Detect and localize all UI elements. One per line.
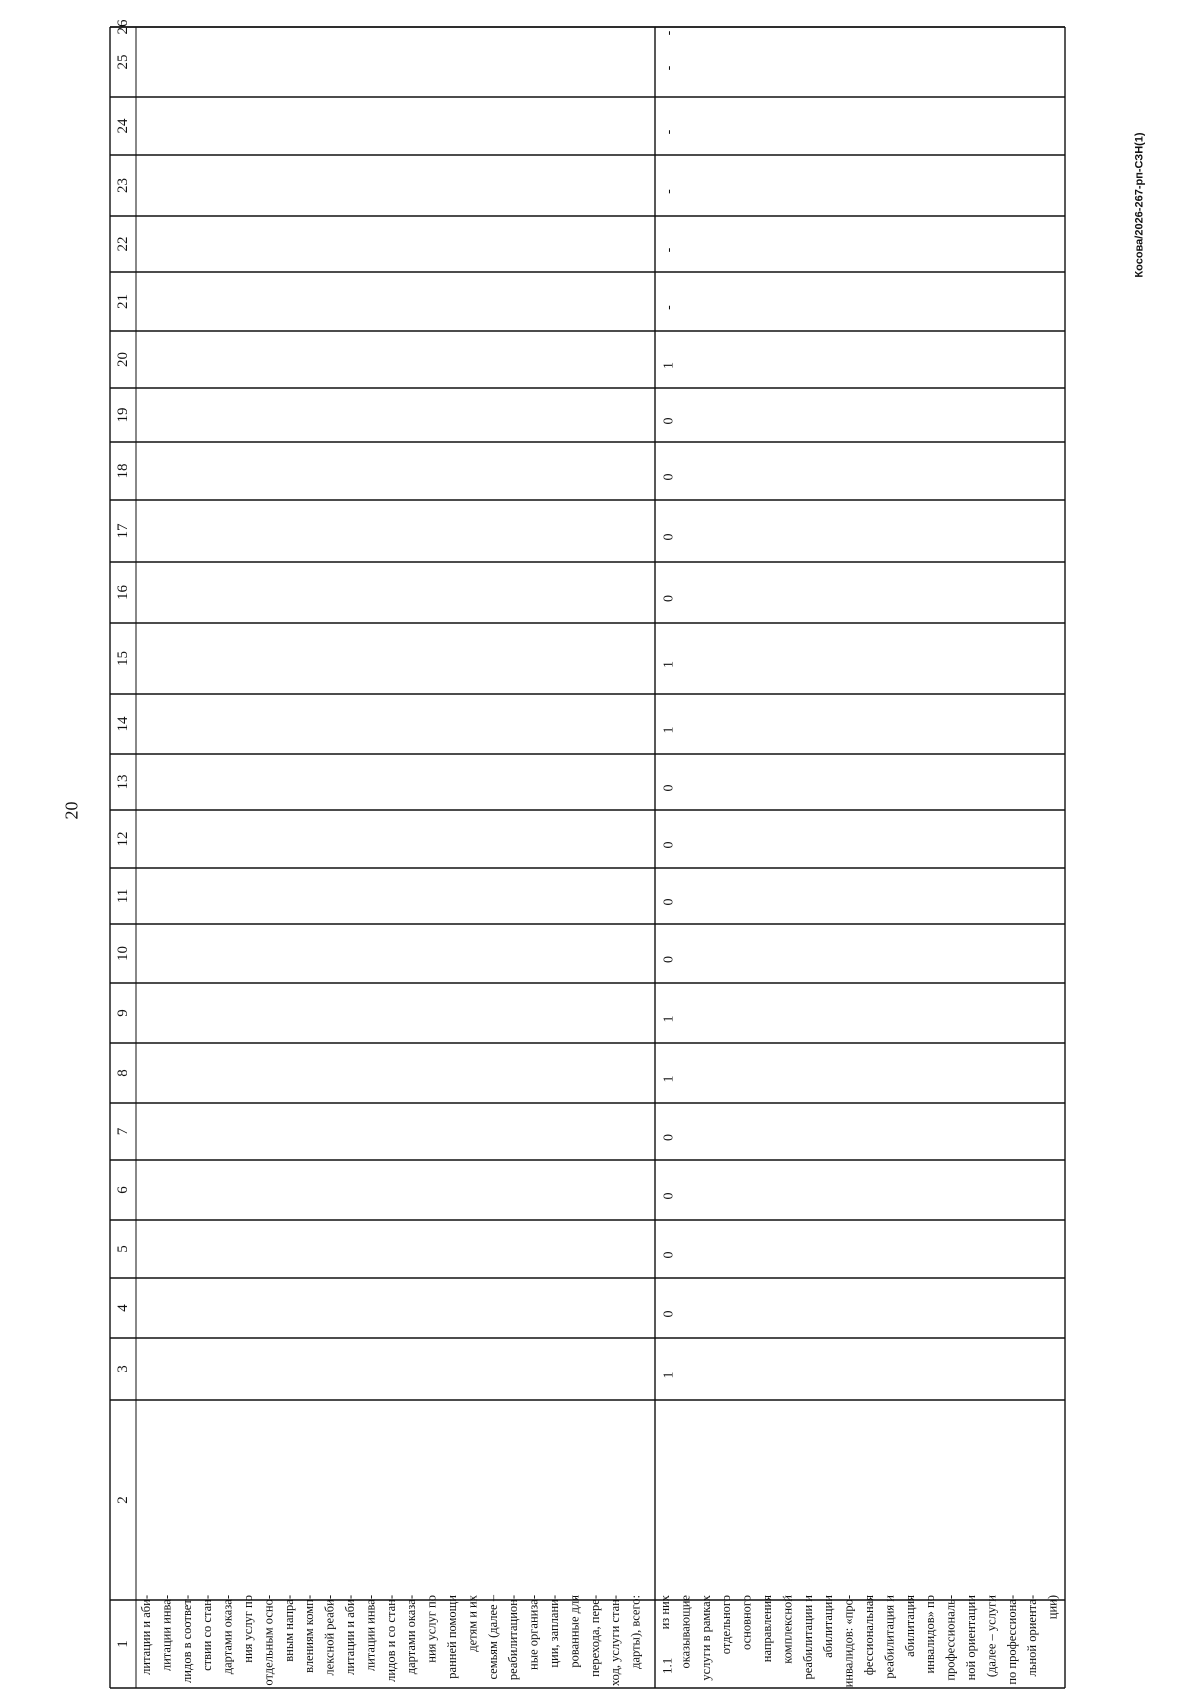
cell-value-col-10: 0: [661, 956, 677, 963]
row-description-line: ции, заплани-: [547, 1595, 561, 1668]
row-description-line: ные организа-: [526, 1595, 541, 1670]
cell-value-col-15: 1: [661, 661, 677, 668]
row-description-line: основного: [739, 1595, 754, 1650]
cell-value-col-4: 0: [661, 1310, 677, 1318]
cell-value-col-20: 1: [661, 362, 677, 369]
cell-value-col-11: 0: [661, 898, 677, 906]
column-header-6: 6: [115, 1186, 131, 1194]
cell-value-col-19: 0: [661, 417, 677, 425]
document-code-text: Косова/2026-267-рп-СЗН(1): [1134, 132, 1147, 278]
column-header-1: 1: [115, 1640, 131, 1648]
cell-value-col-21: -: [661, 305, 677, 310]
cell-value-col-18: 0: [661, 473, 677, 481]
row-description-line: литации инва-: [363, 1595, 378, 1672]
row-description-line: отдельным осно-: [261, 1595, 276, 1686]
column-header-11: 11: [115, 888, 131, 904]
cell-value-col-5: 0: [661, 1251, 677, 1259]
document-code: [1125, 90, 1155, 320]
row-description-line: ции): [1045, 1595, 1060, 1620]
row-description-line: ход, услуги стан-: [608, 1595, 623, 1687]
row-description-line: лидов в соответ-: [179, 1595, 194, 1683]
row-description-line: вным напра-: [281, 1595, 296, 1662]
column-header-15: 15: [115, 651, 131, 666]
row-description-line: дартами оказа-: [404, 1595, 419, 1675]
cell-value-col-7: 0: [661, 1134, 677, 1141]
column-header-23: 23: [115, 178, 131, 193]
row-description-line: лидов и со стан-: [383, 1595, 398, 1682]
column-header-8: 8: [115, 1069, 131, 1077]
cell-value-col-12: 0: [661, 841, 677, 849]
row-description-line: по профессиона-: [1004, 1595, 1019, 1685]
row-description-line: ствии со стан-: [200, 1595, 215, 1671]
cell-value-col-24: -: [661, 129, 677, 135]
row-description-line: литации и аби-: [343, 1595, 357, 1675]
row-description-line: ния услуг по: [424, 1595, 439, 1663]
row-description-line: перехода, пере-: [587, 1595, 602, 1677]
row-description-line: реабилитации и: [800, 1595, 815, 1680]
row-description-line: реабилитацион-: [506, 1595, 521, 1681]
row-description-line: льной ориента-: [1025, 1595, 1040, 1677]
cell-value-col-22: -: [661, 247, 677, 253]
row-description-line: направления: [760, 1595, 774, 1663]
column-header-19: 19: [115, 407, 131, 423]
row-description-line: реабилитация и: [882, 1595, 897, 1679]
column-header-10: 10: [115, 946, 131, 961]
cell-value-col-26: -: [661, 30, 677, 36]
row-description-line: рованные для: [567, 1595, 582, 1668]
row-description-line: комплексной: [780, 1595, 795, 1664]
cell-value-col-16: 0: [661, 595, 677, 602]
cell-value-col-25: -: [661, 65, 677, 71]
cell-value-col-8: 1: [661, 1075, 677, 1083]
row-description-line: дарты), всего:: [628, 1595, 643, 1669]
row-description-line: влениям комп-: [302, 1595, 317, 1673]
column-header-9: 9: [115, 1009, 131, 1017]
row-description-line: профессиональ-: [943, 1595, 958, 1681]
cell-value-col-23: -: [661, 189, 677, 194]
row-description-line: инвалидов: «про-: [841, 1595, 856, 1688]
column-header-2: 2: [115, 1496, 131, 1504]
row-description-line: из них: [658, 1595, 672, 1630]
row-description-line: оказывающие: [678, 1595, 693, 1669]
cell-value-col-13: 0: [661, 784, 677, 792]
column-header-12: 12: [115, 831, 131, 847]
column-header-4: 4: [115, 1304, 131, 1312]
column-header-18: 18: [115, 463, 131, 479]
column-header-14: 14: [115, 716, 131, 732]
row-description-line: инвалидов» по: [923, 1595, 938, 1674]
row-description-line: детям и их: [465, 1595, 480, 1652]
column-header-3: 3: [115, 1365, 131, 1373]
column-header-7: 7: [115, 1127, 131, 1136]
row-description-line: ранней помощи: [445, 1595, 459, 1679]
row-description-line: семьям (далее –: [485, 1595, 500, 1680]
column-header-17: 17: [115, 523, 131, 539]
row-description-line: литации инва-: [159, 1595, 174, 1672]
column-header-25: 25: [115, 54, 131, 70]
row-description-line: дартами оказа-: [220, 1595, 235, 1675]
row-description-line: отдельного: [719, 1595, 734, 1655]
column-header-16: 16: [115, 585, 131, 600]
column-header-13: 13: [115, 774, 131, 790]
row-description-line: ния услуг по: [241, 1595, 255, 1663]
column-header-22: 22: [115, 236, 131, 252]
column-header-5: 5: [115, 1245, 131, 1253]
cell-value-col-17: 0: [661, 533, 677, 541]
column-header-24: 24: [115, 118, 131, 134]
row-description-line: ной ориентации: [964, 1595, 978, 1681]
row-number: 1.1: [659, 1657, 675, 1674]
page-number-text: 20: [61, 801, 82, 819]
row-description-line: абилитация: [902, 1595, 917, 1657]
row-description-line: литации и аби-: [139, 1595, 153, 1675]
cell-value-col-9: 1: [661, 1015, 677, 1023]
cell-value-col-14: 1: [661, 726, 677, 734]
row-description-line: (далее – услуги: [984, 1595, 999, 1678]
row-description-line: лексной реаби-: [322, 1595, 337, 1676]
column-header-21: 21: [115, 294, 131, 309]
column-header-20: 20: [115, 352, 131, 367]
row-description-line: фессиональная: [862, 1595, 876, 1676]
column-header-26: 26: [115, 19, 131, 35]
cell-value-col-6: 0: [661, 1192, 677, 1200]
row-description-line: услуги в рамках: [698, 1595, 713, 1681]
row-description-line: абилитации: [821, 1595, 836, 1658]
cell-value-col-3: 1: [661, 1371, 677, 1379]
